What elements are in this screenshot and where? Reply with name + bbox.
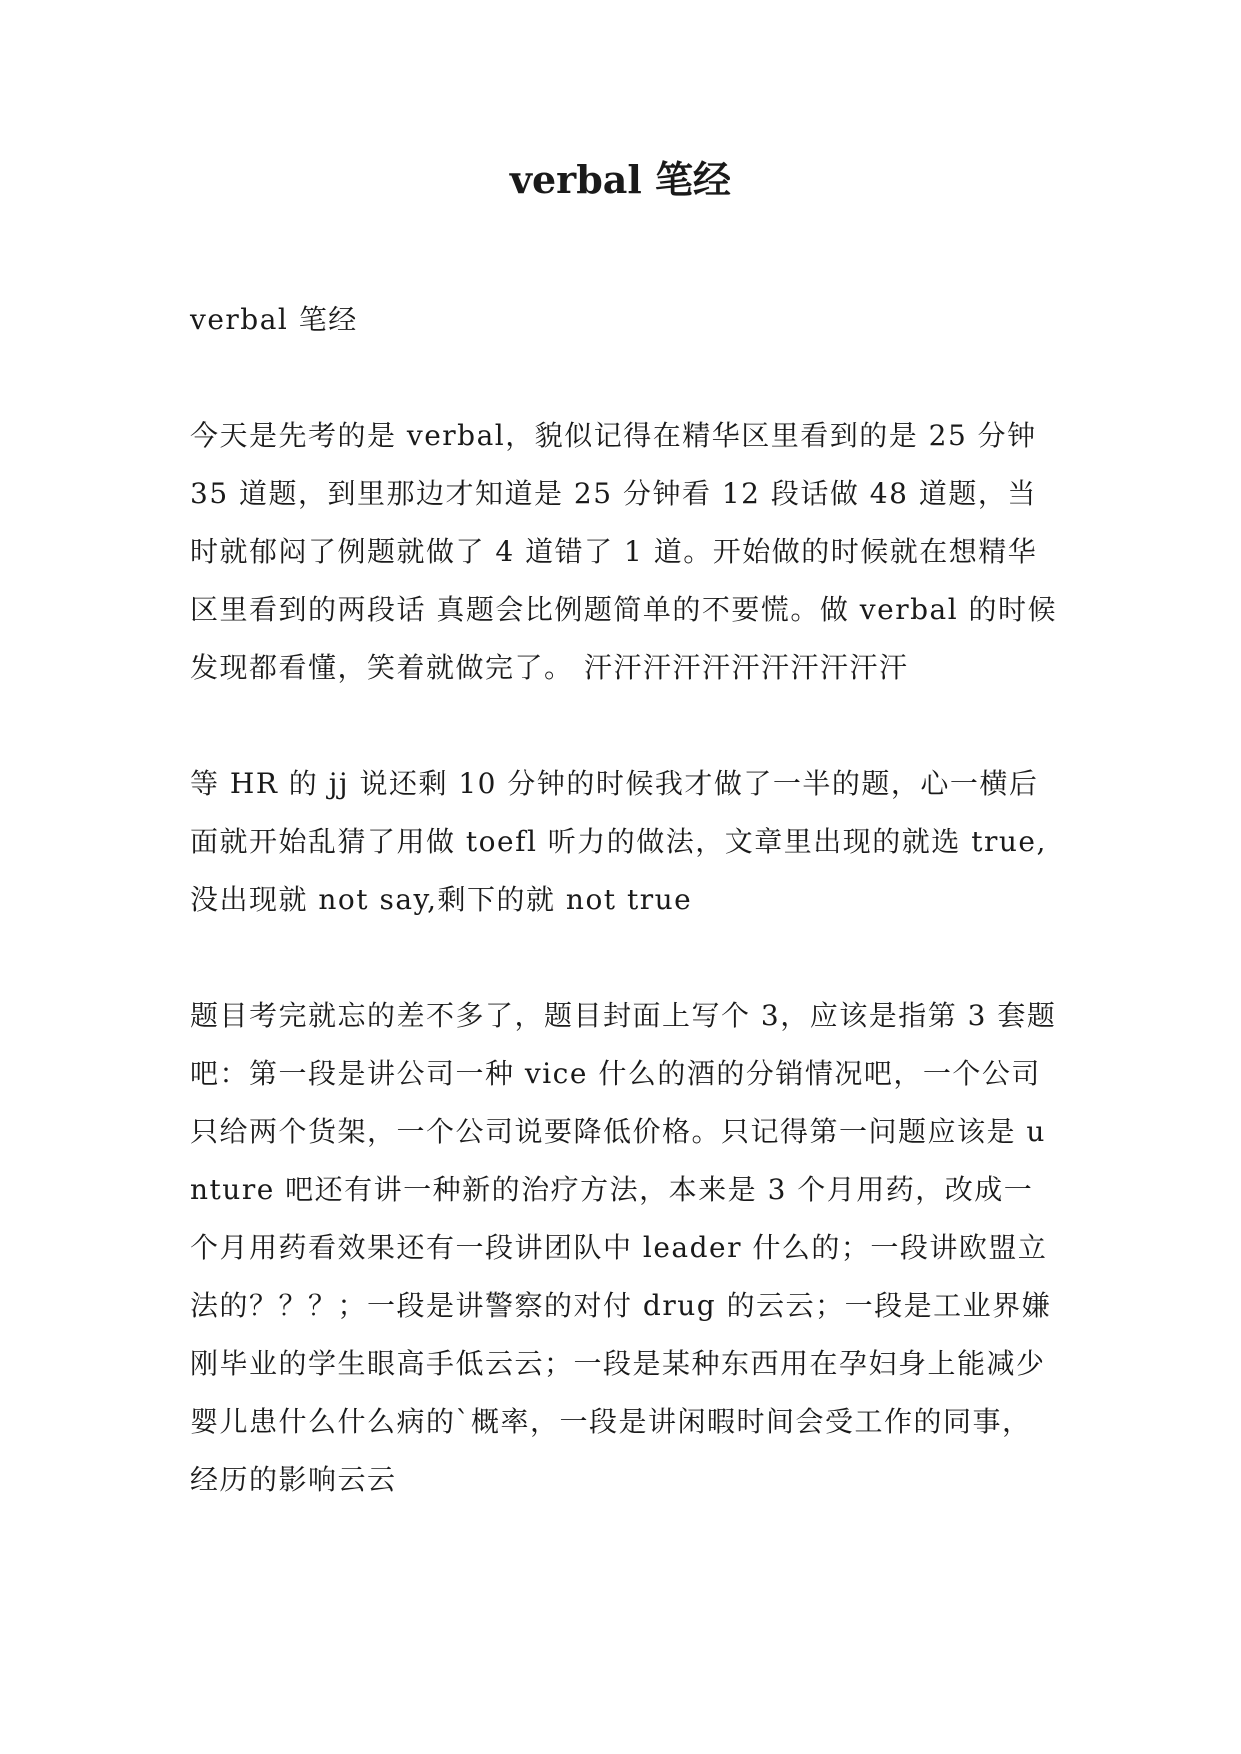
document-body [190, 291, 1060, 1509]
document-subtitle: verbal 笔经 [190, 303, 358, 336]
paragraph-3: 题目考完就忘的差不多了，题目封面上写个 3，应该是指第 3 套题吧：第一段是讲公司一种 vice 什么的酒的分销情况吧，一个公司只给两个货架，一个公司说要降低价格。只记得第一问题应该是 unture 吧还有讲一种新的治疗方法，本来是 3 个月用药，改成一个月用药看效果还有一段讲团队中 leader 什么的；一段讲欧盟立法的？？？；一段是讲警察的对付 drug 的云云；一段是工业界嫌刚毕业的学生眼高手低云云；一段是某种东西用在孕妇身上能减少婴儿患什么什么病的`概率，一段是讲闲暇时间会受工作的同事，经历的影响云云 [190, 999, 1057, 1496]
paragraph-2: 等 HR 的 jj 说还剩 10 分钟的时候我才做了一半的题，心一横后面就开始乱猜了用做 toefl 听力的做法，文章里出现的就选 true,没出现就 not say,剩下的就 not true [190, 767, 1047, 916]
document-title: verbal 笔经 [509, 157, 732, 202]
paragraph-1: 今天是先考的是 verbal，貌似记得在精华区里看到的是 25 分钟 35 道题，到里那边才知道是 25 分钟看 12 段话做 48 道题，当时就郁闷了例题就做了 4 道错了 1 道。开始做的时候就在想精华区里看到的两段话 真题会比例题简单的不要慌。做 verbal 的时候发现都看懂，笑着就做完了。 汗汗汗汗汗汗汗汗汗汗汗 [190, 419, 1058, 684]
